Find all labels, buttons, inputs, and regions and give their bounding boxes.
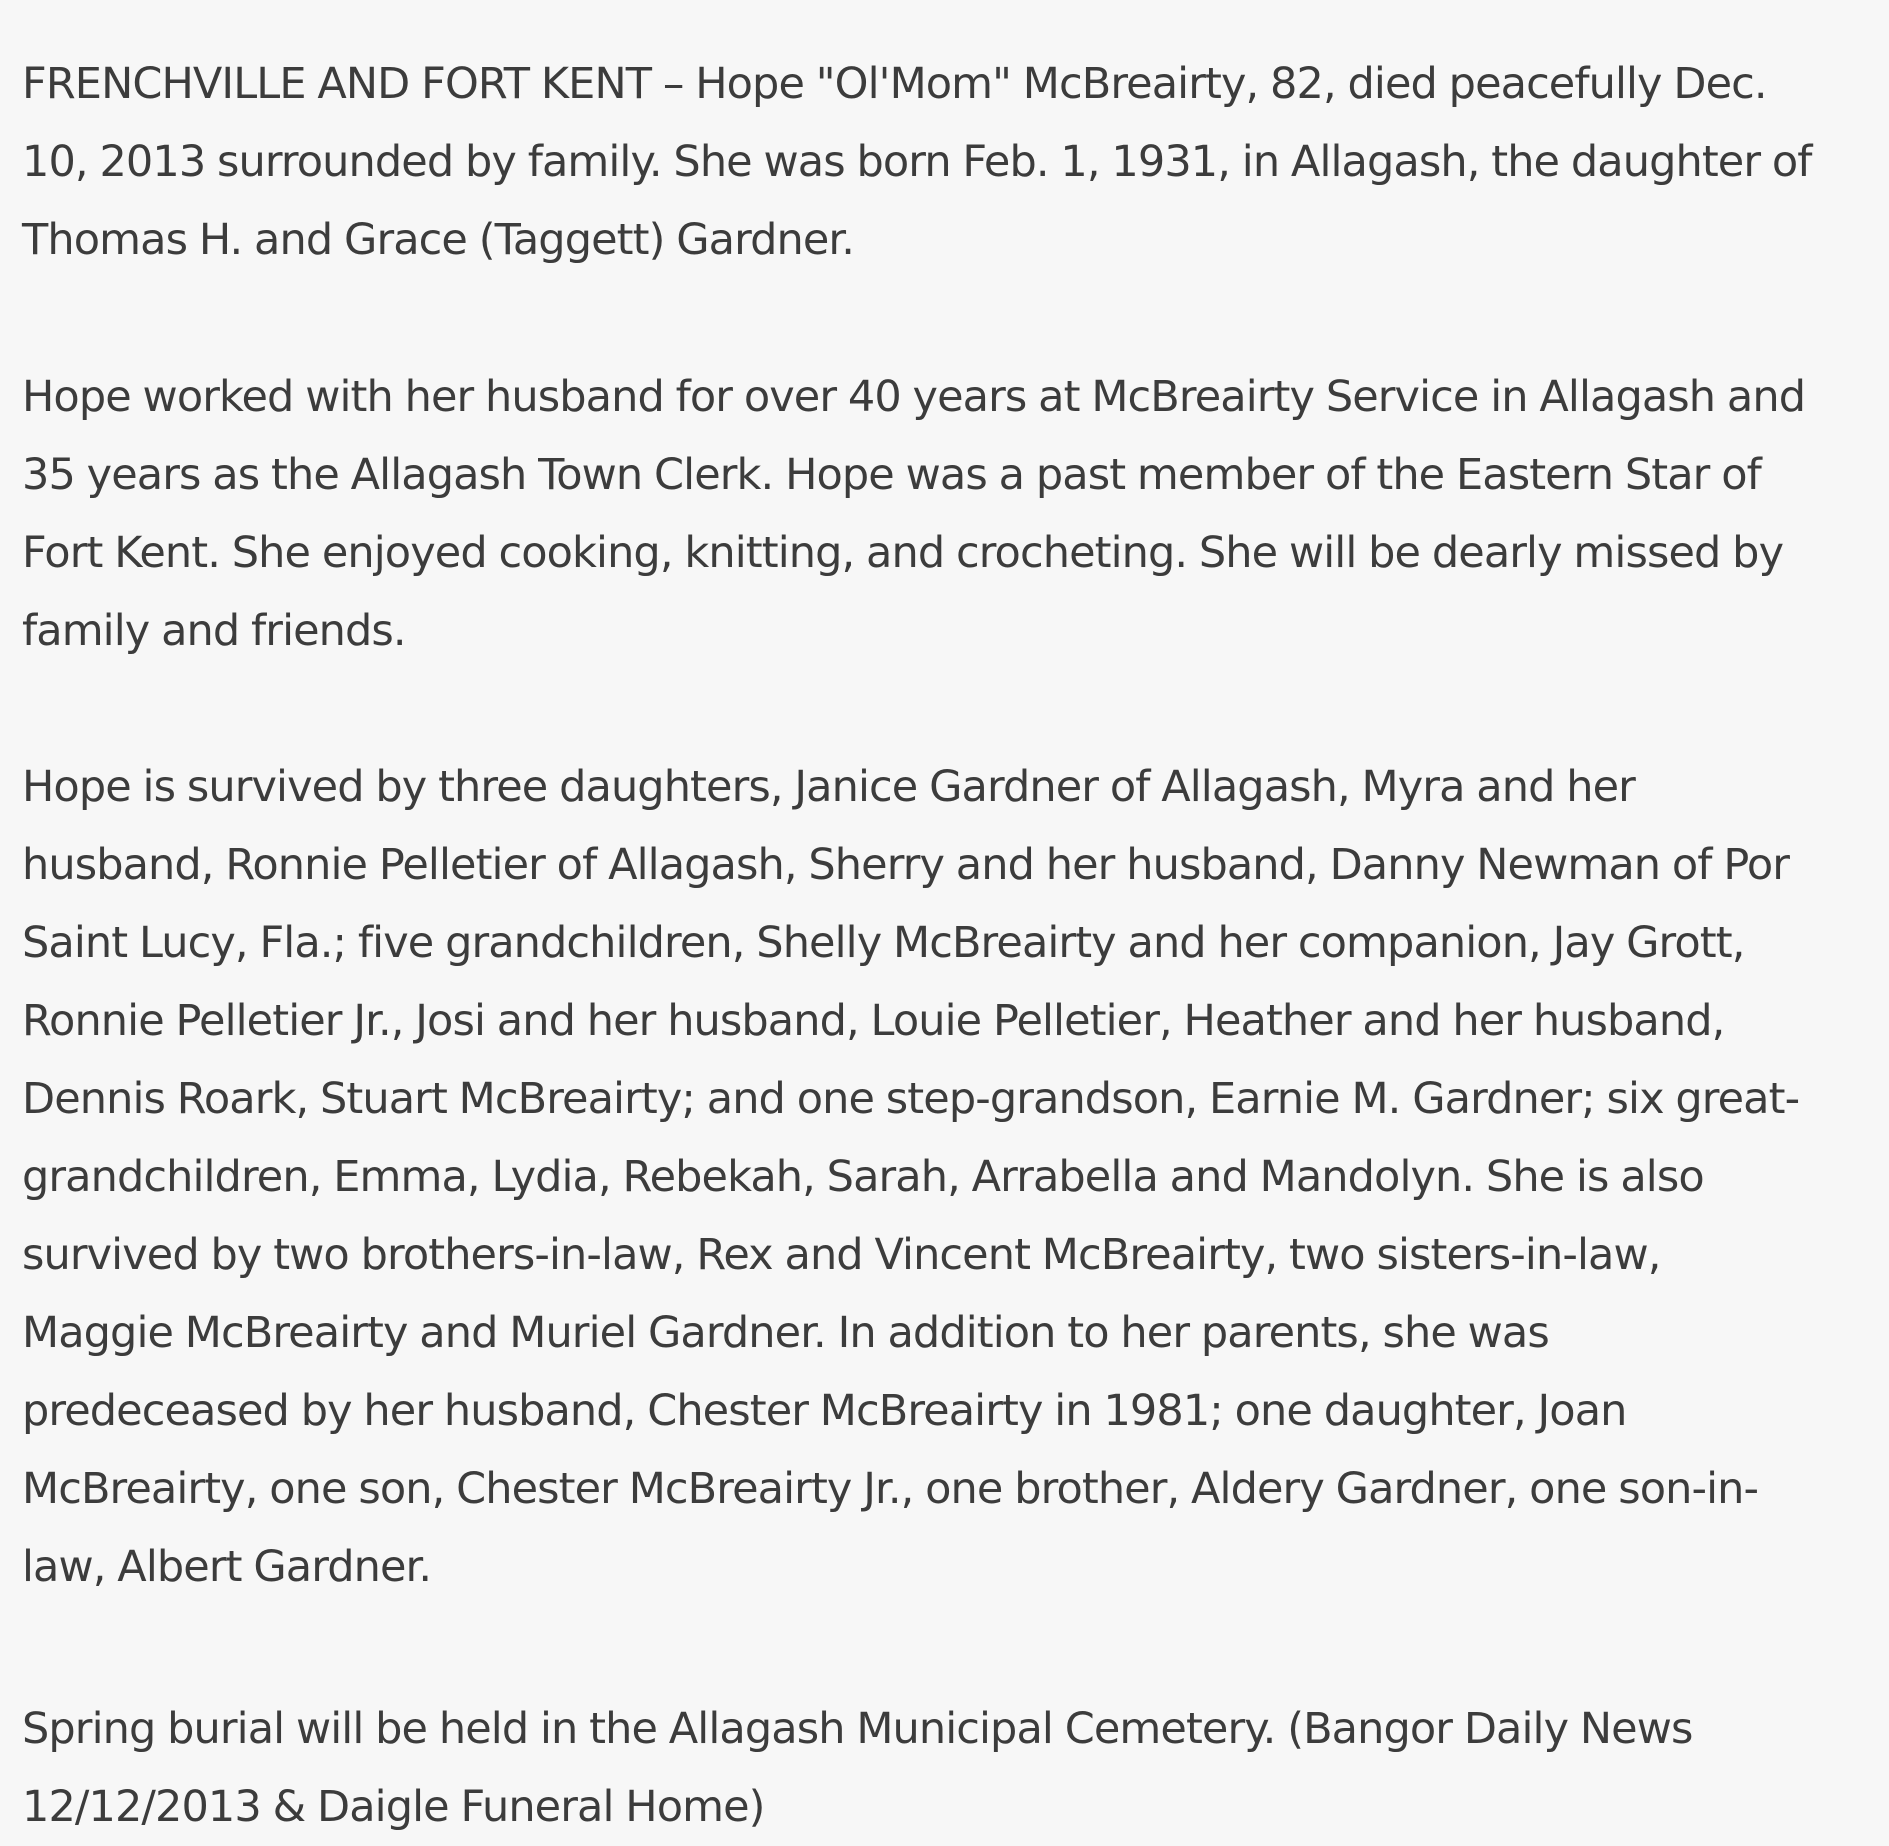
paragraph-survivors — [22, 748, 1799, 1606]
text-line: Dennis Roark, Stuart McBreairty; and one step-grandson, Earnie M. Gardner; six great- — [22, 1074, 1800, 1124]
text-line: Hope worked with her husband for over 40 years at McBreairty Service in Allagash and — [22, 372, 1806, 422]
text-line: 12/12/2013 & Daigle Funeral Home) — [22, 1782, 765, 1832]
text-line: FRENCHVILLE AND FORT KENT – Hope "Ol'Mom" McBreairty, 82, died peacefully Dec. — [22, 59, 1767, 109]
paragraph-life — [22, 358, 1805, 670]
text-line: McBreairty, one son, Chester McBreairty Jr., one brother, Aldery Gardner, one son-in- — [22, 1464, 1759, 1514]
text-line: husband, Ronnie Pelletier of Allagash, Sherry and her husband, Danny Newman of Por — [22, 840, 1790, 890]
text-line: predeceased by her husband, Chester McBreairty in 1981; one daughter, Joan — [22, 1386, 1627, 1436]
text-line: law, Albert Gardner. — [22, 1542, 432, 1592]
text-line: grandchildren, Emma, Lydia, Rebekah, Sarah, Arrabella and Mandolyn. She is also — [22, 1152, 1704, 1202]
text-line: 35 years as the Allagash Town Clerk. Hope was a past member of the Eastern Star of — [22, 450, 1761, 500]
paragraph-burial — [22, 1690, 1692, 1846]
text-line: Hope is survived by three daughters, Janice Gardner of Allagash, Myra and her — [22, 762, 1635, 812]
text-line: Fort Kent. She enjoyed cooking, knitting, and crocheting. She will be dearly missed by — [22, 528, 1784, 578]
text-line: Saint Lucy, Fla.; five grandchildren, Shelly McBreairty and her companion, Jay Grott, — [22, 918, 1745, 968]
text-line: Maggie McBreairty and Muriel Gardner. In addition to her parents, she was — [22, 1308, 1549, 1358]
text-line: survived by two brothers-in-law, Rex and Vincent McBreairty, two sisters-in-law, — [22, 1230, 1661, 1280]
text-line: Spring burial will be held in the Allagash Municipal Cemetery. (Bangor Daily News — [22, 1704, 1693, 1754]
text-line: Ronnie Pelletier Jr., Josi and her husband, Louie Pelletier, Heather and her husband, — [22, 996, 1725, 1046]
paragraph-death-notice — [22, 45, 1812, 279]
text-line: family and friends. — [22, 606, 406, 656]
text-line: Thomas H. and Grace (Taggett) Gardner. — [22, 215, 855, 265]
text-line: 10, 2013 surrounded by family. She was born Feb. 1, 1931, in Allagash, the daughter of — [22, 137, 1812, 187]
